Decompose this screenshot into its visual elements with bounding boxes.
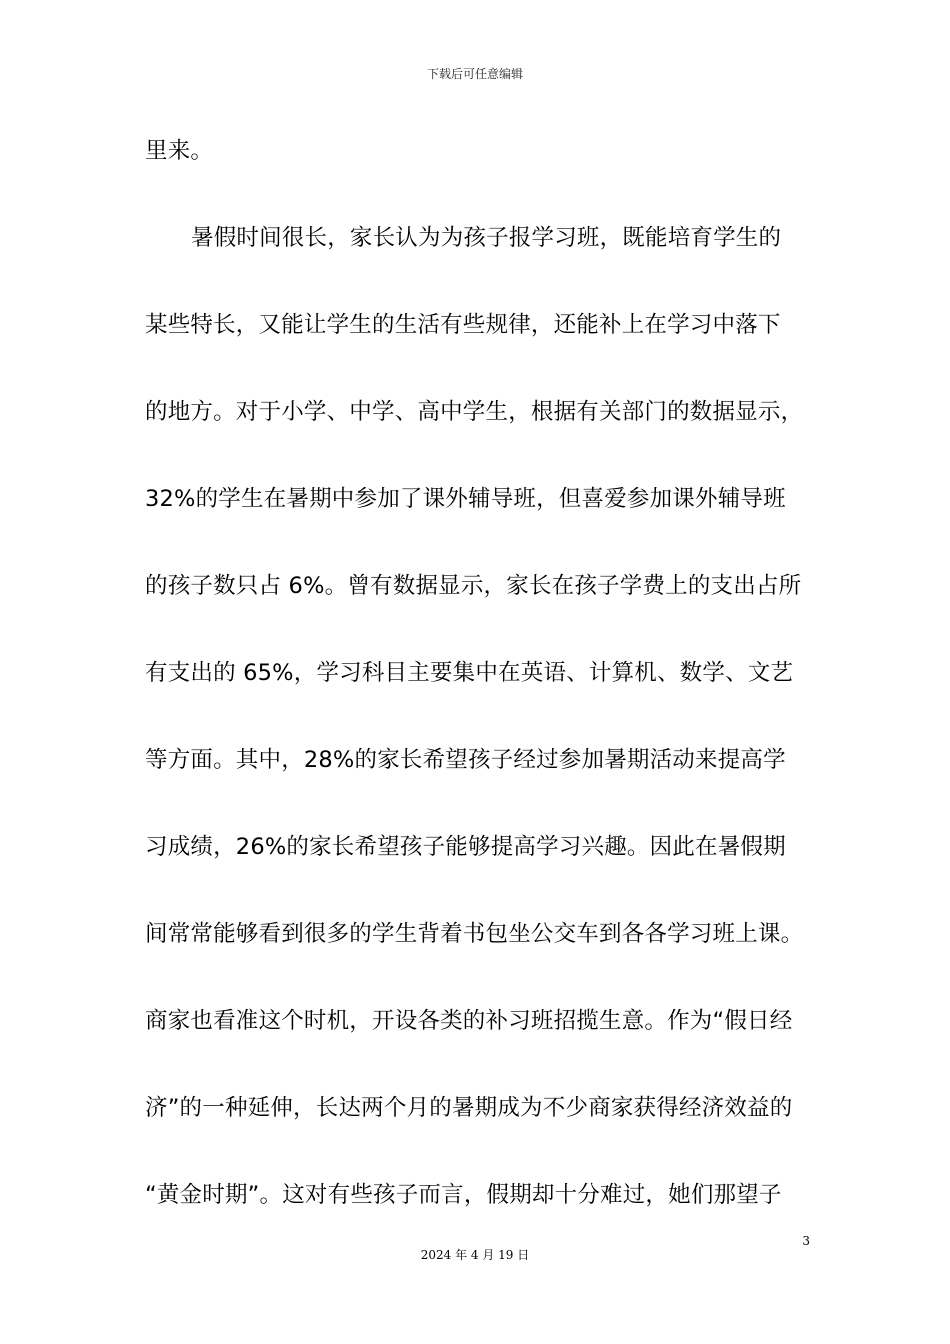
document-body — [145, 128, 825, 1259]
text-line: 济”的一种延伸，长达两个月的暑期成为不少商家获得经济效益的 — [145, 1095, 793, 1121]
text-line: 里来。 — [145, 138, 214, 164]
text-line: 某些特长，又能让学生的生活有些规律，还能补上在学习中落下 — [145, 312, 781, 338]
text-line: 32%的学生在暑期中参加了课外辅导班，但喜爱参加课外辅导班 — [145, 486, 786, 512]
paragraph-start-line: 暑假时间很长，家长认为为孩子报学习班，既能培育学生的 — [191, 225, 782, 251]
page-number: 3 — [802, 1234, 810, 1248]
text-line: 商家也看准这个时机，开设各类的补习班招揽生意。作为“假日经 — [145, 1008, 793, 1034]
text-line: 有支出的 65%，学习科目主要集中在英语、计算机、数学、文艺 — [145, 660, 794, 686]
text-line: 间常常能够看到很多的学生背着书包坐公交车到各各学习班上课。 — [145, 921, 804, 947]
text-line: 的孩子数只占 6%。曾有数据显示，家长在孩子学费上的支出占所 — [145, 573, 802, 599]
text-line: 的地方。对于小学、中学、高中学生，根据有关部门的数据显示， — [145, 399, 804, 425]
page-header: 下载后可任意编辑 — [426, 67, 523, 81]
page-footer-date: 2024 年 4 月 19 日 — [420, 1248, 530, 1262]
text-line: 习成绩，26%的家长希望孩子能够提高学习兴趣。因此在暑假期 — [145, 834, 786, 860]
text-line: “黄金时期”。这对有些孩子而言，假期却十分难过，她们那望子 — [145, 1182, 782, 1208]
text-line: 等方面。其中，28%的家长希望孩子经过参加暑期活动来提高学 — [145, 747, 786, 773]
